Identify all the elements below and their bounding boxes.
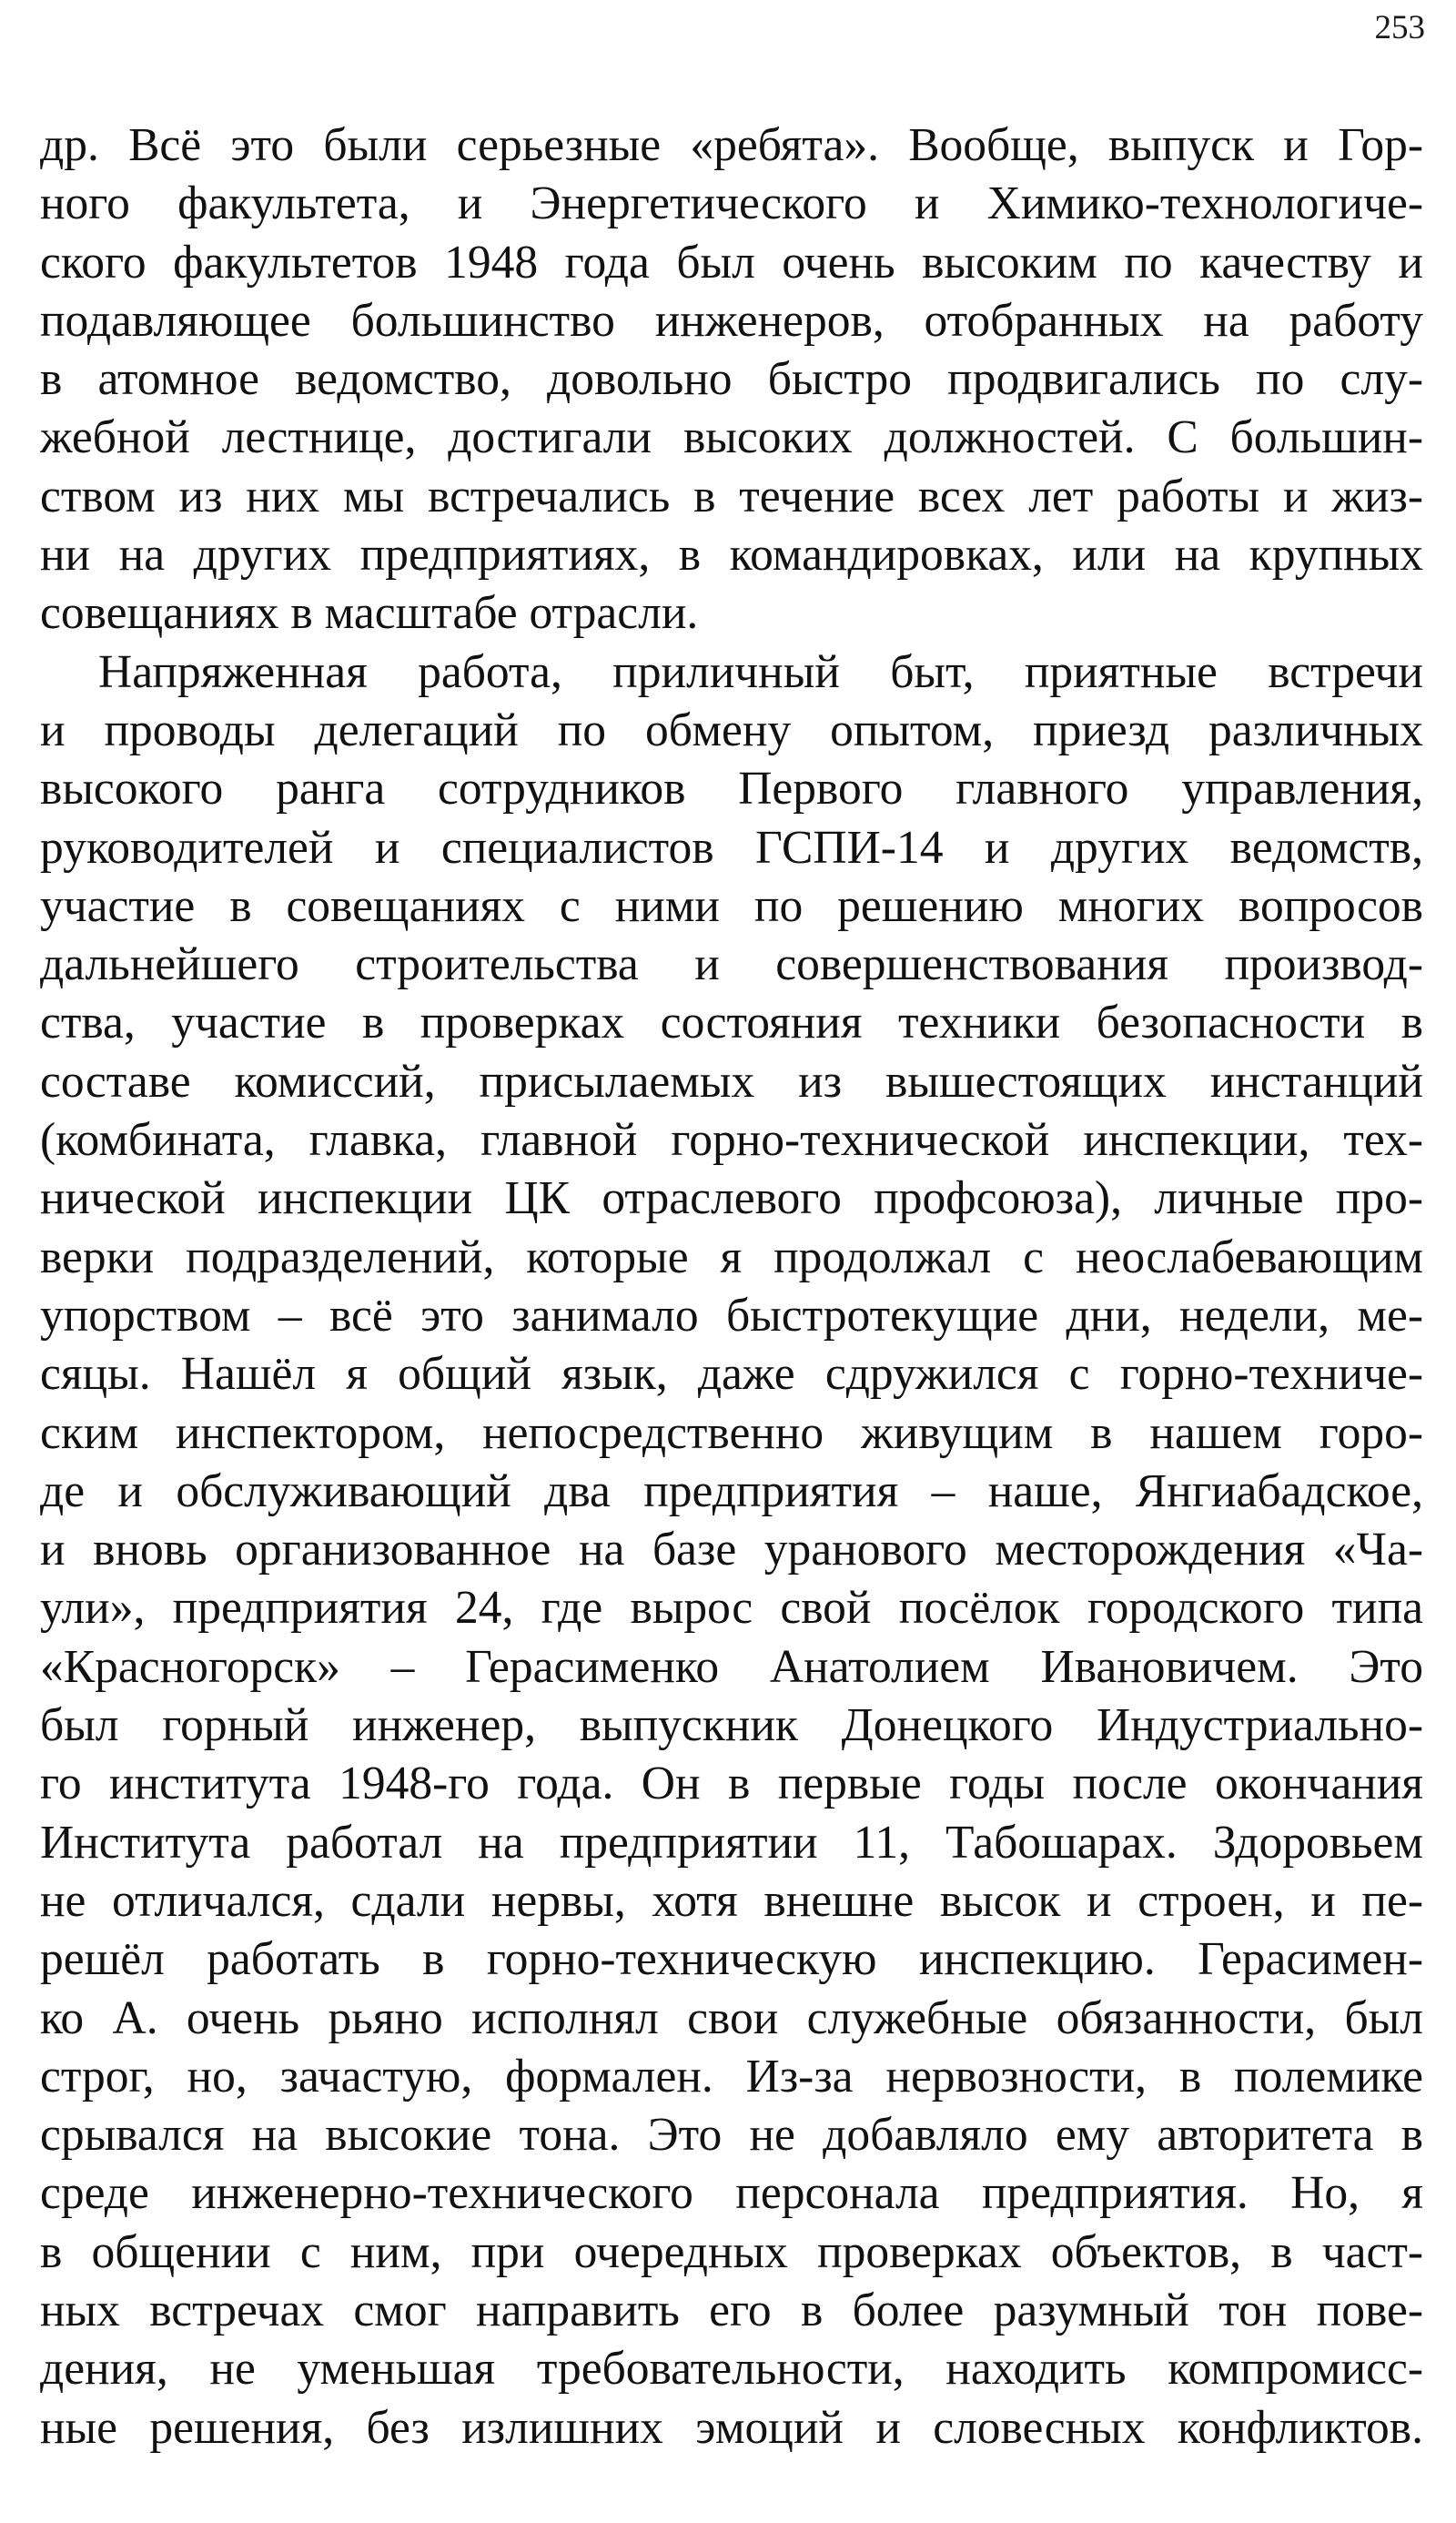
text-line: руководителей и специалистов ГСПИ-14 и других ведомств, xyxy=(40,821,1423,874)
text-line: ни на других предприятиях, в командировках, или на крупных xyxy=(40,529,1423,582)
text-line: подавляющее большинство инженеров, отобранных на работу xyxy=(40,294,1423,347)
text-line: не отличался, сдали нервы, хотя внешне высок и строен, и пе- xyxy=(40,1874,1423,1927)
paragraph-1 xyxy=(40,117,1423,643)
text-line: дальнейшего строительства и совершенствования производ- xyxy=(40,938,1423,991)
text-line: участие в совещаниях с ними по решению многих вопросов xyxy=(40,879,1423,932)
text-line: в общении с ним, при очередных проверках объектов, в част- xyxy=(40,2225,1423,2278)
text-line: в атомное ведомство, довольно быстро продвигались по слу- xyxy=(40,353,1423,406)
text-line: «Красногорск» – Герасименко Анатолием Ивановичем. Это xyxy=(40,1640,1423,1693)
text-line: (комбината, главка, главной горно-технической инспекции, тех- xyxy=(40,1114,1423,1167)
text-line: среде инженерно-технического персонала предприятия. Но, я xyxy=(40,2167,1423,2220)
text-line: ства, участие в проверках состояния техники безопасности в xyxy=(40,997,1423,1049)
text-line: ского факультетов 1948 года был очень высоким по качеству и xyxy=(40,236,1423,289)
text-line: др. Всё это были серьезные «ребята». Вообще, выпуск и Гор- xyxy=(40,119,1423,171)
paragraph-2 xyxy=(40,643,1423,2457)
text-line: нической инспекции ЦК отраслевого профсоюза), личные про- xyxy=(40,1172,1423,1225)
text-line: го института 1948-го года. Он в первые годы после окончания xyxy=(40,1758,1423,1810)
text-line: сяцы. Нашёл я общий язык, даже сдружился с горно-техниче- xyxy=(40,1348,1423,1401)
text-line: де и обслуживающий два предприятия – наше, Янгиабадское, xyxy=(40,1464,1423,1517)
text-line: жебной лестнице, достигали высоких должностей. С большин- xyxy=(40,411,1423,464)
text-line: дения, не уменьшая требовательности, находить компромисс- xyxy=(40,2343,1423,2396)
text-line: срывался на высокие тона. Это не добавляло ему авторитета в xyxy=(40,2109,1423,2162)
text-line: решёл работать в горно-техническую инспекцию. Герасимен- xyxy=(40,1933,1423,1986)
text-line: составе комиссий, присылаемых из вышестоящих инстанций xyxy=(40,1055,1423,1108)
text-line: ные решения, без излишних эмоций и словесных конфликтов. xyxy=(40,2401,1423,2454)
text-line: верки подразделений, которые я продолжал с неослабевающим xyxy=(40,1231,1423,1283)
text-line: ским инспектором, непосредственно живущим в нашем горо- xyxy=(40,1406,1423,1459)
text-line: ных встречах смог направить его в более разумный тон пове- xyxy=(40,2284,1423,2336)
text-line: ного факультета, и Энергетического и Химико-технологиче- xyxy=(40,177,1423,230)
page-number: 253 xyxy=(1374,9,1425,46)
body-text xyxy=(40,117,1423,2457)
text-line: ством из них мы встречались в течение всех лет работы и жиз- xyxy=(40,470,1423,522)
text-line: ко А. очень рьяно исполнял свои служебные обязанности, был xyxy=(40,1991,1423,2044)
text-line: совещаниях в масштабе отрасли. xyxy=(40,587,699,640)
text-line: высокого ранга сотрудников Первого главного управления, xyxy=(40,763,1423,816)
text-line: строг, но, зачастую, формален. Из-за нервозности, в полемике xyxy=(40,2050,1423,2102)
text-line: был горный инженер, выпускник Донецкого Индустриально- xyxy=(40,1699,1423,1752)
text-line: упорством – всё это занимало быстротекущие дни, недели, ме- xyxy=(40,1289,1423,1342)
text-line: и вновь организованное на базе уранового месторождения «Ча- xyxy=(40,1524,1423,1576)
text-line: и проводы делегаций по обмену опытом, приезд различных xyxy=(40,704,1423,756)
text-line: ули», предприятия 24, где вырос свой посёлок городского типа xyxy=(40,1582,1423,1635)
text-line: Напряженная работа, приличный быт, приятные встречи xyxy=(98,645,1423,698)
text-line: Института работал на предприятии 11, Табошарах. Здоровьем xyxy=(40,1816,1423,1869)
